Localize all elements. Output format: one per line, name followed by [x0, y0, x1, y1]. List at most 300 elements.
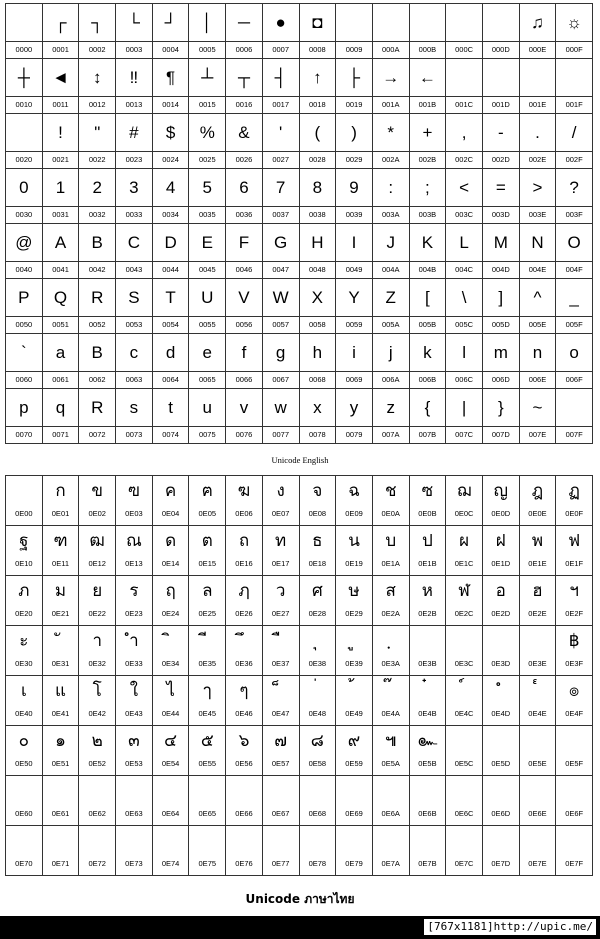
code-cell: 0025 [189, 152, 226, 169]
thai-cell [482, 776, 519, 826]
code-cell: 006D [482, 372, 519, 389]
thai-glyph [446, 726, 482, 757]
thai-code: 0E54 [161, 759, 180, 768]
glyph-cell: ┌ [42, 4, 79, 42]
code-row [6, 207, 593, 224]
glyph-cell: ) [336, 114, 373, 152]
code-cell: 001C [446, 97, 483, 114]
thai-code: 0E42 [88, 709, 106, 718]
glyph-cell [336, 4, 373, 42]
thai-code: 0E37 [271, 659, 290, 668]
thai-code: 0E56 [235, 759, 253, 768]
glyph-cell: s [116, 389, 153, 427]
thai-code: 0E5B [418, 759, 437, 768]
thai-code: 0E3F [565, 659, 584, 668]
thai-code: 0E76 [235, 859, 253, 868]
code-cell: 003C [446, 207, 483, 224]
thai-glyph: ฐ [19, 531, 29, 551]
thai-code: 0E40 [15, 709, 33, 718]
code-cell: 0032 [79, 207, 116, 224]
thai-code: 0E57 [271, 759, 290, 768]
thai-code: 0E25 [198, 609, 217, 618]
thai-code: 0E26 [235, 609, 253, 618]
thai-code: 0E0A [381, 509, 400, 518]
thai-cell [446, 826, 483, 876]
code-cell: 0062 [79, 372, 116, 389]
thai-glyph: ฅ [201, 481, 213, 501]
thai-code: 0E36 [235, 659, 253, 668]
thai-code: 0E3E [528, 659, 547, 668]
thai-glyph: ถ [238, 531, 250, 551]
glyph-cell: ( [299, 114, 336, 152]
thai-glyph [483, 676, 519, 707]
glyph-row [6, 389, 593, 427]
glyph-cell: p [6, 389, 43, 427]
glyph-cell: ! [42, 114, 79, 152]
thai-cell [299, 676, 336, 726]
glyph-cell: O [556, 224, 593, 262]
glyph-cell: P [6, 279, 43, 317]
glyph-cell: m [482, 334, 519, 372]
thai-code: 0E1E [528, 559, 547, 568]
thai-glyph [373, 776, 409, 807]
thai-glyph: ด [165, 531, 177, 551]
thai-row [6, 576, 593, 626]
glyph-cell: 9 [336, 169, 373, 207]
code-cell: 006C [446, 372, 483, 389]
code-cell: 000E [519, 42, 556, 59]
thai-glyph [373, 626, 409, 657]
thai-cell [482, 826, 519, 876]
thai-code: 0E5C [454, 759, 474, 768]
thai-cell [299, 626, 336, 676]
glyph-cell: x [299, 389, 336, 427]
code-cell: 0014 [152, 97, 189, 114]
thai-cell [519, 626, 556, 676]
glyph-cell: ┴ [189, 59, 226, 97]
thai-glyph: ฟ [568, 531, 581, 551]
thai-glyph [556, 726, 592, 757]
thai-cell [116, 626, 153, 676]
thai-cell [556, 826, 593, 876]
thai-cell [556, 526, 593, 576]
thai-glyph [43, 776, 79, 807]
thai-code: 0E19 [345, 559, 363, 568]
thai-glyph [189, 626, 225, 657]
thai-cell [372, 626, 409, 676]
thai-cell [556, 476, 593, 526]
code-cell: 0044 [152, 262, 189, 279]
thai-code: 0E2E [528, 609, 547, 618]
thai-cell [409, 826, 446, 876]
glyph-cell: z [372, 389, 409, 427]
thai-code: 0E1B [418, 559, 437, 568]
thai-glyph: ฌ [456, 481, 472, 501]
thai-glyph [189, 826, 225, 857]
thai-row [6, 626, 593, 676]
thai-code: 0E61 [51, 809, 70, 818]
code-cell: 0036 [226, 207, 263, 224]
thai-cell [226, 826, 263, 876]
thai-cell [336, 726, 373, 776]
thai-glyph [446, 626, 482, 657]
thai-glyph [520, 626, 556, 657]
thai-cell [226, 776, 263, 826]
thai-glyph [153, 776, 189, 807]
glyph-cell: R [79, 389, 116, 427]
code-row [6, 427, 593, 444]
thai-glyph [520, 826, 556, 857]
thai-cell [262, 726, 299, 776]
code-cell: 0061 [42, 372, 79, 389]
code-cell: 0011 [42, 97, 79, 114]
thai-code: 0E1A [381, 559, 400, 568]
thai-cell [262, 576, 299, 626]
code-row [6, 42, 593, 59]
thai-row [6, 526, 593, 576]
thai-cell [79, 776, 116, 826]
thai-glyph: ค [164, 481, 177, 501]
code-cell: 0047 [262, 262, 299, 279]
thai-code: 0E52 [88, 759, 106, 768]
thai-cell [409, 576, 446, 626]
code-cell: 0048 [299, 262, 336, 279]
code-cell: 0058 [299, 317, 336, 334]
glyph-row [6, 59, 593, 97]
code-cell: 006E [519, 372, 556, 389]
code-cell: 0043 [116, 262, 153, 279]
thai-code: 0E0B [418, 509, 437, 518]
code-cell: 004D [482, 262, 519, 279]
code-cell: 0027 [262, 152, 299, 169]
thai-code: 0E45 [198, 709, 217, 718]
code-cell: 0001 [42, 42, 79, 59]
thai-cell [79, 626, 116, 676]
thai-code: 0E64 [161, 809, 180, 818]
thai-code: 0E75 [198, 859, 217, 868]
thai-code: 0E3B [418, 659, 437, 668]
thai-code: 0E73 [125, 859, 143, 868]
thai-cell [409, 476, 446, 526]
glyph-cell: X [299, 279, 336, 317]
thai-code: 0E15 [198, 559, 217, 568]
code-cell: 0028 [299, 152, 336, 169]
glyph-cell: 7 [262, 169, 299, 207]
thai-code: 0E31 [51, 659, 70, 668]
glyph-cell: R [79, 279, 116, 317]
thai-code: 0E09 [345, 509, 363, 518]
thai-glyph: ๘ [310, 731, 324, 751]
thai-cell [262, 526, 299, 576]
thai-cell [409, 526, 446, 576]
glyph-cell: : [372, 169, 409, 207]
code-cell: 004E [519, 262, 556, 279]
code-cell: 003D [482, 207, 519, 224]
thai-code: 0E7F [565, 859, 584, 868]
code-cell: 004F [556, 262, 593, 279]
code-cell: 002E [519, 152, 556, 169]
thai-cell [79, 676, 116, 726]
thai-cell [262, 476, 299, 526]
thai-cell [262, 626, 299, 676]
thai-code: 0E2D [491, 609, 511, 618]
code-cell: 007C [446, 427, 483, 444]
code-cell: 0051 [42, 317, 79, 334]
glyph-cell: a [42, 334, 79, 372]
thai-glyph [556, 776, 592, 807]
thai-cell [519, 476, 556, 526]
thai-glyph: โ [92, 681, 102, 701]
thai-glyph [153, 626, 189, 657]
thai-glyph: ซ [421, 481, 434, 501]
glyph-cell: D [152, 224, 189, 262]
thai-cell [446, 576, 483, 626]
thai-cell [482, 626, 519, 676]
thai-glyph [520, 676, 556, 707]
thai-glyph: ก [55, 481, 66, 501]
code-cell: 0034 [152, 207, 189, 224]
thai-glyph: ๖ [238, 731, 250, 751]
thai-glyph: ฆ [237, 481, 251, 501]
glyph-cell: y [336, 389, 373, 427]
code-row [6, 262, 593, 279]
code-cell: 0010 [6, 97, 43, 114]
glyph-cell: Z [372, 279, 409, 317]
thai-glyph: ห [421, 581, 434, 601]
thai-glyph: ม [54, 581, 67, 601]
glyph-cell: _ [556, 279, 593, 317]
thai-glyph: ๚ [384, 731, 397, 751]
thai-glyph: ศ [311, 581, 323, 601]
thai-glyph: ๔ [164, 731, 178, 751]
thai-code: 0E3C [454, 659, 474, 668]
thai-glyph [556, 826, 592, 857]
thai-cell [152, 476, 189, 526]
code-cell: 0008 [299, 42, 336, 59]
thai-glyph: ฝ [495, 531, 506, 551]
thai-glyph [336, 676, 372, 707]
code-cell: 004C [446, 262, 483, 279]
thai-glyph [410, 776, 446, 807]
code-cell: 006A [372, 372, 409, 389]
thai-cell [116, 526, 153, 576]
code-cell: 0064 [152, 372, 189, 389]
thai-unicode-table [5, 475, 593, 876]
thai-cell [6, 776, 43, 826]
thai-code: 0E62 [88, 809, 106, 818]
glyph-cell: ♫ [519, 4, 556, 42]
code-cell: 0022 [79, 152, 116, 169]
code-cell: 0069 [336, 372, 373, 389]
thai-cell [152, 676, 189, 726]
code-cell: 006B [409, 372, 446, 389]
watermark-url: [767x1181]http://upic.me/ [424, 919, 596, 935]
thai-code: 0E27 [271, 609, 290, 618]
thai-glyph [116, 776, 152, 807]
thai-code: 0E1F [565, 559, 584, 568]
thai-glyph: ต [201, 531, 213, 551]
glyph-cell: ● [262, 4, 299, 42]
thai-glyph: ๓ [128, 731, 140, 751]
thai-cell [299, 576, 336, 626]
thai-glyph [300, 676, 336, 707]
thai-glyph [79, 826, 115, 857]
code-cell: 0040 [6, 262, 43, 279]
thai-glyph [336, 776, 372, 807]
code-cell: 005B [409, 317, 446, 334]
thai-glyph [226, 826, 262, 857]
code-cell: 0075 [189, 427, 226, 444]
thai-cell [79, 526, 116, 576]
thai-cell [189, 576, 226, 626]
glyph-cell [409, 4, 446, 42]
thai-code: 0E7A [381, 859, 400, 868]
thai-code: 0E24 [161, 609, 180, 618]
thai-code: 0E05 [198, 509, 217, 518]
thai-glyph [410, 626, 446, 657]
thai-code: 0E58 [308, 759, 327, 768]
thai-cell [519, 726, 556, 776]
glyph-row [6, 334, 593, 372]
thai-cell [42, 626, 79, 676]
glyph-cell: < [446, 169, 483, 207]
thai-glyph: ข [91, 481, 104, 501]
glyph-cell: $ [152, 114, 189, 152]
glyph-cell: e [189, 334, 226, 372]
glyph-cell: h [299, 334, 336, 372]
thai-code: 0E4A [381, 709, 400, 718]
thai-glyph [43, 626, 79, 657]
thai-cell [189, 676, 226, 726]
code-cell: 003A [372, 207, 409, 224]
code-cell: 0066 [226, 372, 263, 389]
glyph-cell: [ [409, 279, 446, 317]
thai-cell [42, 726, 79, 776]
glyph-cell: k [409, 334, 446, 372]
thai-glyph [410, 676, 446, 707]
code-cell: 0020 [6, 152, 43, 169]
thai-cell [6, 626, 43, 676]
thai-code: 0E4D [491, 709, 511, 718]
thai-glyph [263, 626, 299, 657]
thai-cell [189, 476, 226, 526]
thai-code: 0E78 [308, 859, 327, 868]
thai-glyph: ภ [18, 581, 30, 601]
code-cell: 005E [519, 317, 556, 334]
code-cell: 0076 [226, 427, 263, 444]
thai-code: 0E3D [491, 659, 511, 668]
code-cell: 0004 [152, 42, 189, 59]
thai-cell [152, 776, 189, 826]
code-row [6, 152, 593, 169]
thai-cell [482, 576, 519, 626]
thai-code: 0E7B [418, 859, 437, 868]
thai-cell [226, 476, 263, 526]
thai-cell [6, 476, 43, 526]
thai-glyph [300, 776, 336, 807]
thai-cell [42, 526, 79, 576]
thai-code: 0E50 [15, 759, 33, 768]
thai-code: 0E21 [51, 609, 70, 618]
thai-code: 0E71 [51, 859, 70, 868]
thai-cell [336, 676, 373, 726]
code-cell: 002B [409, 152, 446, 169]
code-cell: 005C [446, 317, 483, 334]
thai-cell [409, 626, 446, 676]
thai-row [6, 826, 593, 876]
glyph-cell: → [372, 59, 409, 97]
glyph-cell: Q [42, 279, 79, 317]
thai-cell [556, 776, 593, 826]
thai-code: 0E39 [345, 659, 363, 668]
thai-code: 0E2C [454, 609, 474, 618]
code-cell: 0024 [152, 152, 189, 169]
glyph-cell: T [152, 279, 189, 317]
code-cell: 0078 [299, 427, 336, 444]
thai-cell [79, 476, 116, 526]
thai-cell [336, 626, 373, 676]
thai-code: 0E6B [418, 809, 437, 818]
glyph-cell: | [446, 389, 483, 427]
thai-code: 0E16 [235, 559, 253, 568]
glyph-cell: ↕ [79, 59, 116, 97]
glyph-cell: ─ [226, 4, 263, 42]
glyph-cell: 8 [299, 169, 336, 207]
code-cell: 0045 [189, 262, 226, 279]
code-cell: 000F [556, 42, 593, 59]
thai-cell [409, 776, 446, 826]
code-cell: 0007 [262, 42, 299, 59]
code-cell: 0015 [189, 97, 226, 114]
thai-code: 0E67 [271, 809, 290, 818]
thai-glyph: ฉ [348, 481, 360, 501]
thai-code: 0E47 [271, 709, 290, 718]
thai-code: 0E28 [308, 609, 327, 618]
glyph-cell: o [556, 334, 593, 372]
glyph-cell: } [482, 389, 519, 427]
thai-cell [446, 776, 483, 826]
thai-code: 0E00 [15, 509, 33, 518]
thai-cell [519, 576, 556, 626]
thai-cell [189, 826, 226, 876]
thai-glyph: ฦ [238, 581, 250, 601]
thai-code: 0E2F [565, 609, 584, 618]
code-cell: 0003 [116, 42, 153, 59]
thai-glyph: ะ [19, 631, 29, 651]
thai-cell [262, 776, 299, 826]
thai-glyph: ไ [166, 681, 175, 701]
code-cell: 0013 [116, 97, 153, 114]
glyph-cell: U [189, 279, 226, 317]
latin-unicode-table [5, 3, 593, 444]
code-cell: 0037 [262, 207, 299, 224]
glyph-cell [446, 59, 483, 97]
thai-cell [42, 826, 79, 876]
code-cell: 000B [409, 42, 446, 59]
thai-cell [482, 726, 519, 776]
thai-code: 0E6F [565, 809, 584, 818]
glyph-cell: Y [336, 279, 373, 317]
thai-glyph [43, 826, 79, 857]
thai-glyph: แ [55, 681, 67, 701]
thai-code: 0E12 [88, 559, 106, 568]
glyph-cell: = [482, 169, 519, 207]
thai-code: 0E44 [161, 709, 180, 718]
glyph-cell: ] [482, 279, 519, 317]
thai-glyph [336, 826, 372, 857]
thai-cell [152, 726, 189, 776]
thai-code: 0E79 [345, 859, 363, 868]
